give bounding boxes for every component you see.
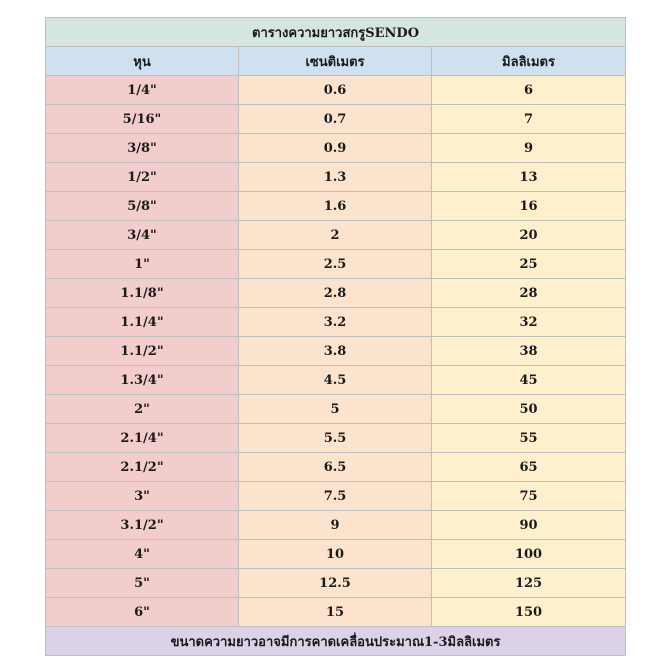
table-row	[46, 598, 626, 627]
table-row	[46, 511, 626, 540]
table-row	[46, 366, 626, 395]
table-row	[46, 279, 626, 308]
cell-centimeter: 0.9	[239, 134, 432, 163]
table-row	[46, 453, 626, 482]
cell-centimeter: 6.5	[239, 453, 432, 482]
screw-length-sheet	[45, 17, 625, 656]
table-footer-note: ขนาดความยาวอาจมีการคาดเคลื่อนประมาณ1-3มิลลิเมตร	[46, 627, 626, 656]
cell-millimeter: 50	[432, 395, 626, 424]
cell-hun: 1.3/4"	[46, 366, 239, 395]
cell-hun: 1.1/2"	[46, 337, 239, 366]
cell-centimeter: 3.2	[239, 308, 432, 337]
cell-millimeter: 13	[432, 163, 626, 192]
cell-hun: 5"	[46, 569, 239, 598]
table-row	[46, 482, 626, 511]
header-millimeter: มิลลิเมตร	[432, 47, 626, 76]
header-centimeter: เซนติเมตร	[239, 47, 432, 76]
cell-millimeter: 25	[432, 250, 626, 279]
header-row	[46, 47, 626, 76]
cell-millimeter: 75	[432, 482, 626, 511]
cell-hun: 1/4"	[46, 76, 239, 105]
cell-hun: 2.1/2"	[46, 453, 239, 482]
screw-length-table	[45, 17, 626, 656]
cell-millimeter: 20	[432, 221, 626, 250]
table-row	[46, 76, 626, 105]
table-row	[46, 105, 626, 134]
table-body	[46, 76, 626, 627]
table-row	[46, 192, 626, 221]
cell-millimeter: 32	[432, 308, 626, 337]
cell-centimeter: 5	[239, 395, 432, 424]
header-hun: หุน	[46, 47, 239, 76]
cell-hun: 3.1/2"	[46, 511, 239, 540]
cell-millimeter: 45	[432, 366, 626, 395]
table-row	[46, 221, 626, 250]
table-row	[46, 540, 626, 569]
title-row	[46, 18, 626, 47]
cell-centimeter: 1.3	[239, 163, 432, 192]
cell-centimeter: 1.6	[239, 192, 432, 221]
cell-hun: 2.1/4"	[46, 424, 239, 453]
table-row	[46, 424, 626, 453]
table-row	[46, 395, 626, 424]
cell-centimeter: 9	[239, 511, 432, 540]
table-row	[46, 250, 626, 279]
cell-hun: 6"	[46, 598, 239, 627]
cell-hun: 1/2"	[46, 163, 239, 192]
footer-row	[46, 627, 626, 656]
table-row	[46, 337, 626, 366]
cell-millimeter: 90	[432, 511, 626, 540]
table-title: ตารางความยาวสกรูSENDO	[46, 18, 626, 47]
cell-centimeter: 0.7	[239, 105, 432, 134]
cell-centimeter: 3.8	[239, 337, 432, 366]
cell-millimeter: 55	[432, 424, 626, 453]
cell-millimeter: 6	[432, 76, 626, 105]
cell-hun: 4"	[46, 540, 239, 569]
cell-hun: 1.1/4"	[46, 308, 239, 337]
table-row	[46, 569, 626, 598]
cell-millimeter: 100	[432, 540, 626, 569]
cell-millimeter: 28	[432, 279, 626, 308]
cell-hun: 1"	[46, 250, 239, 279]
cell-centimeter: 2.8	[239, 279, 432, 308]
cell-millimeter: 7	[432, 105, 626, 134]
table-row	[46, 134, 626, 163]
cell-centimeter: 10	[239, 540, 432, 569]
cell-centimeter: 5.5	[239, 424, 432, 453]
cell-centimeter: 7.5	[239, 482, 432, 511]
cell-millimeter: 16	[432, 192, 626, 221]
cell-hun: 1.1/8"	[46, 279, 239, 308]
cell-hun: 3/8"	[46, 134, 239, 163]
cell-millimeter: 38	[432, 337, 626, 366]
cell-hun: 5/16"	[46, 105, 239, 134]
cell-centimeter: 12.5	[239, 569, 432, 598]
cell-centimeter: 2.5	[239, 250, 432, 279]
cell-hun: 3"	[46, 482, 239, 511]
cell-centimeter: 4.5	[239, 366, 432, 395]
cell-millimeter: 9	[432, 134, 626, 163]
cell-millimeter: 125	[432, 569, 626, 598]
cell-millimeter: 150	[432, 598, 626, 627]
cell-centimeter: 15	[239, 598, 432, 627]
cell-centimeter: 0.6	[239, 76, 432, 105]
table-row	[46, 308, 626, 337]
cell-hun: 5/8"	[46, 192, 239, 221]
cell-millimeter: 65	[432, 453, 626, 482]
cell-hun: 3/4"	[46, 221, 239, 250]
table-row	[46, 163, 626, 192]
cell-hun: 2"	[46, 395, 239, 424]
cell-centimeter: 2	[239, 221, 432, 250]
